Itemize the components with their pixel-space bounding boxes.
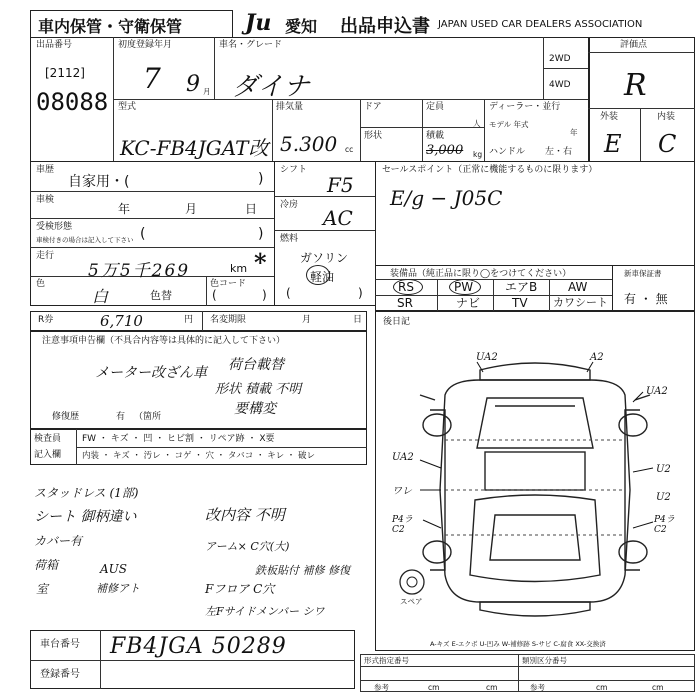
color-change-label: 色替 [150, 289, 172, 302]
exterior-grade: E [604, 130, 622, 158]
grade-label: 評価点 [620, 40, 648, 50]
dealer-label: ディーラー・並行 [489, 102, 561, 112]
sales-point-value: E/g − J05C [390, 186, 503, 210]
door-label: ドア [364, 102, 382, 112]
drive-2wd: 2WD [549, 54, 571, 64]
fuel-paren-open: ( [286, 286, 291, 300]
hw-5: アーム× C穴(大) [205, 540, 290, 553]
fuel-label: 燃料 [280, 234, 299, 244]
repair-place: （箇所 [134, 412, 162, 422]
recycle-row [30, 311, 367, 331]
mileage-value: 5万5千269 [88, 261, 191, 281]
equip-pw: PW [454, 280, 474, 294]
displacement-value: 5.300 [280, 132, 338, 156]
lot-subcode: [2112] [45, 66, 85, 80]
equip-navi: ナビ [456, 296, 481, 310]
ac-value: AC [323, 206, 353, 230]
sales-point-block [375, 161, 695, 266]
hw-6: 荷箱 [34, 558, 59, 572]
mileage-label: 走行 [36, 251, 55, 261]
org-name: JAPAN USED CAR DEALERS ASSOCIATION [438, 19, 643, 30]
repair-value: 有 [116, 412, 126, 422]
recycle-label: R券 [38, 315, 54, 325]
receipt-close: ) [258, 226, 264, 242]
interior-label: 内装 [657, 112, 676, 122]
chassis-value: FB4JGA 50289 [110, 634, 287, 659]
capacity-unit: 人 [473, 119, 481, 128]
handle-label: ハンドル [489, 147, 526, 157]
inspector-row2: 内装 ・ キズ ・ 汚レ ・ コゲ ・ 穴 ・ タバコ ・ キレ ・ 破レ [82, 451, 315, 461]
history-close: ) [258, 171, 264, 187]
repair-label: 修復歴 [52, 412, 80, 422]
load-value: 3,000 [426, 143, 464, 158]
hw-2: シート 御柄違い [34, 509, 137, 525]
equip-rs-circle [393, 279, 423, 295]
recycle-unit: 円 [184, 315, 194, 325]
mark-4: UA2 [392, 452, 414, 463]
registration-year: 7 [143, 62, 161, 95]
color-paren-close: ) [262, 288, 267, 302]
name-change-day: 日 [353, 315, 363, 325]
unit-1: cm [428, 683, 440, 692]
category-label: 類別区分番号 [522, 656, 567, 665]
load-unit: kg [473, 150, 483, 159]
inspector-row1: FW ・ キズ ・ 凹 ・ ヒビ割 ・ リペア跡 ・ X要 [82, 434, 275, 444]
fuel-alt: 軽油 [310, 270, 335, 284]
unit-3: cm [596, 683, 608, 692]
fuel-paren-close: ) [358, 286, 363, 300]
notes-line3: 要構変 [234, 401, 276, 417]
hw-4: カバー有 [34, 534, 83, 548]
car-diagram [375, 340, 695, 640]
registration-label: 初度登録年月 [118, 40, 173, 50]
model-label: 車名・グレード [219, 40, 283, 50]
hw-11: Fフロア C穴 [205, 582, 275, 596]
registration-month: 9 [186, 72, 200, 97]
color-label: 色 [36, 279, 46, 289]
model-year-label: モデル 年式 [489, 120, 529, 129]
equip-airbag: エアB [505, 280, 538, 294]
shift-value: F5 [327, 173, 354, 197]
lot-number: 08088 [36, 88, 109, 116]
name-change-month: 月 [302, 315, 312, 325]
registration-number-label: 登録番号 [40, 669, 80, 680]
inspector-label1: 検査員 [34, 434, 62, 444]
notes-line2: 形状 積載 不明 [215, 382, 302, 397]
receipt-open: ( [140, 226, 146, 242]
hw-7: AUS [100, 562, 127, 576]
receipt-label: 受検形態 [36, 222, 73, 232]
equip-tv: TV [512, 296, 528, 310]
mileage-unit: km [230, 262, 248, 275]
fuel-circle [306, 265, 330, 285]
exterior-label: 外装 [600, 112, 619, 122]
lot-label: 出品番号 [36, 40, 73, 50]
displacement-unit: cc [345, 145, 354, 154]
sales-point-label: セールスポイント（正常に機能するものに限ります） [382, 165, 598, 175]
warranty-label: 新車保証書 [624, 269, 662, 278]
logo-region: 愛知 [285, 17, 318, 36]
equipment-label: 装備品（純正品に限り◯をつけてください） [390, 269, 572, 279]
spare-label: スペア [400, 597, 423, 606]
type-value: KC-FB4JGAT改 [120, 136, 269, 160]
storage-badge-text: 車内保管・守衛保管 [38, 17, 183, 36]
inspection-year: 年 [118, 202, 131, 216]
mark-8: P4ラ C2 [392, 515, 413, 535]
interior-grade: C [658, 130, 677, 158]
year-unit: 年 [570, 128, 578, 137]
ref-label-1: 参考 [374, 683, 389, 692]
ref-label-2: 参考 [530, 683, 545, 692]
model-value: ダイナ [232, 72, 310, 102]
handle-options: 左・右 [545, 147, 573, 157]
warranty-options: 有 ・ 無 [624, 292, 668, 306]
displacement-label: 排気量 [276, 102, 304, 112]
drive-4wd: 4WD [549, 80, 571, 90]
mark-6: ワレ [392, 486, 412, 497]
unit-2: cm [486, 683, 498, 692]
model-designation-label: 形式指定番号 [364, 656, 409, 665]
grade-score: R [624, 68, 647, 103]
hw-1: スタッドレス (1部) [34, 486, 139, 500]
mark-5: U2 [656, 464, 671, 475]
capacity-label: 定員 [426, 102, 445, 112]
mark-1: UA2 [476, 352, 498, 363]
name-change-label: 名変期限 [210, 315, 247, 325]
inspection-month: 月 [185, 202, 198, 216]
type-label: 型式 [118, 102, 137, 112]
doc-title: 出品申込書 [340, 16, 430, 37]
equip-seat: カワシート [553, 296, 608, 309]
hw-12: 左Fサイドメンバー シワ [205, 605, 325, 618]
fuel-value: ガソリン [300, 251, 349, 265]
notes-line1: メーター改ざん車 [95, 365, 207, 381]
mileage-mark: * [254, 248, 267, 277]
registration-month-unit: 月 [203, 87, 211, 96]
hw-10: 補修アト [96, 582, 140, 595]
mark-7: U2 [656, 492, 671, 503]
equip-sr: SR [397, 296, 413, 310]
inspection-day: 日 [245, 202, 258, 216]
equip-aw: AW [568, 280, 588, 294]
color-paren-open: ( [212, 288, 217, 302]
notes-line1b: 荷台載替 [228, 357, 284, 373]
history-label: 車歴 [36, 165, 55, 175]
recycle-value: 6,710 [100, 312, 143, 330]
equip-pw-circle [449, 279, 481, 295]
diagram-legend: A-キズ E-エクボ U-凹み W-補修跡 S-サビ C-腐食 XX-交換済 [430, 640, 606, 648]
inspector-label2: 記入欄 [34, 450, 62, 460]
logo-mark: Ju [245, 10, 272, 36]
color-code-label: 色コード [210, 279, 247, 289]
mark-9: P4ラ C2 [654, 515, 675, 535]
receipt-note: 車検付きの場合は記入して下さい [36, 236, 134, 244]
load-label: 積載 [426, 131, 445, 141]
shift-label: シフト [280, 165, 308, 175]
shape-label: 形状 [364, 131, 383, 141]
mark-2: A2 [590, 352, 604, 363]
ac-label: 冷房 [280, 200, 299, 210]
color-value: 白 [92, 287, 109, 306]
hw-3: 改内容 不明 [205, 506, 285, 524]
notes-label: 注意事項申告欄（不具合内容等は具体的に記入して下さい） [42, 336, 286, 346]
hw-9: 室 [36, 582, 49, 596]
chassis-label: 車台番号 [40, 639, 80, 650]
equip-rs: RS [398, 280, 414, 294]
history-value: 自家用・( [68, 174, 130, 190]
unit-4: cm [652, 683, 664, 692]
inspection-label: 車検 [36, 195, 55, 205]
rear-label: 後日記 [383, 317, 411, 327]
hw-8: 鉄板貼付 補修 修復 [255, 564, 350, 577]
mark-3: UA2 [646, 386, 668, 397]
